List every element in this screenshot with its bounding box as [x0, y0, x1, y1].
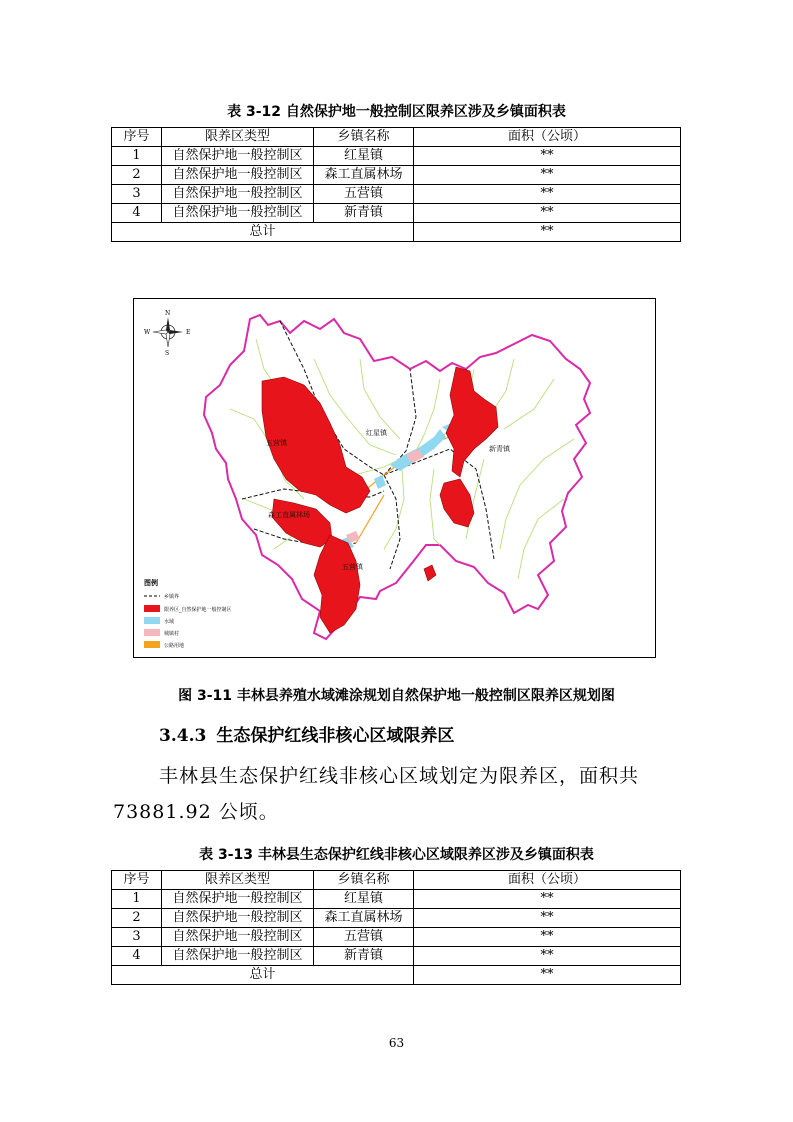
cell: 3: [112, 928, 162, 947]
cell: 自然保护地一般控制区: [162, 928, 314, 947]
legend-label: 乡镇界: [164, 594, 180, 600]
total-label: 总计: [112, 966, 414, 985]
table1-caption: 表 3-12 自然保护地一般控制区限养区涉及乡镇面积表: [227, 104, 566, 120]
figure-caption: 图 3-11 丰林县养殖水域滩涂规划自然保护地一般控制区限养区规划图: [178, 688, 615, 704]
cell: **: [414, 909, 681, 928]
header-cell: 面积（公顷）: [414, 871, 681, 890]
cell: 新青镇: [314, 204, 414, 223]
cell: 自然保护地一般控制区: [162, 947, 314, 966]
compass-n: N: [165, 310, 171, 317]
cell: 2: [112, 909, 162, 928]
cell: **: [414, 928, 681, 947]
compass-e: E: [186, 329, 191, 336]
header-cell: 面积（公顷）: [414, 128, 681, 147]
total-label: 总计: [112, 223, 414, 242]
cell: 五营镇: [314, 185, 414, 204]
legend-label: 城镇村: [164, 631, 180, 637]
header-cell: 序号: [112, 871, 162, 890]
label-sengong: 森工直属林场: [268, 511, 310, 519]
table-row: [112, 204, 681, 223]
section-heading: [159, 721, 454, 746]
table-header-row: [112, 128, 681, 147]
cell: **: [414, 166, 681, 185]
table-row: [112, 890, 681, 909]
total-value: **: [414, 223, 681, 242]
legend-title: 图例: [144, 579, 158, 587]
compass-icon: [144, 310, 190, 357]
legend-swatch-restricted: [144, 605, 160, 612]
cell: 3: [112, 185, 162, 204]
cell: 森工直属林场: [314, 909, 414, 928]
legend-swatch-road: [144, 641, 160, 648]
cell: 五营镇: [314, 928, 414, 947]
cell: 4: [112, 204, 162, 223]
page-number: 63: [388, 1036, 405, 1050]
cell: **: [414, 147, 681, 166]
table1: [111, 127, 681, 242]
header-cell: 序号: [112, 128, 162, 147]
header-cell: 限养区类型: [162, 871, 314, 890]
cell: 红星镇: [314, 890, 414, 909]
cell: 红星镇: [314, 147, 414, 166]
table2-caption: 表 3-13 丰林县生态保护红线非核心区域限养区涉及乡镇面积表: [199, 847, 594, 863]
cell: 自然保护地一般控制区: [162, 147, 314, 166]
cell: 自然保护地一般控制区: [162, 185, 314, 204]
table-row: [112, 947, 681, 966]
cell: 自然保护地一般控制区: [162, 909, 314, 928]
header-cell: 乡镇名称: [314, 871, 414, 890]
compass-s: S: [165, 350, 170, 357]
header-cell: 乡镇名称: [314, 128, 414, 147]
table-row: [112, 928, 681, 947]
cell: 森工直属林场: [314, 166, 414, 185]
legend-swatch-water: [144, 617, 160, 624]
label-hongxing: 红星镇: [366, 429, 387, 437]
map-svg: [134, 299, 655, 657]
cell: 自然保护地一般控制区: [162, 890, 314, 909]
county-boundary: [204, 315, 590, 639]
section-title: 生态保护红线非核心区域限养区: [216, 726, 455, 746]
legend-label: 限养区_自然保护地一般控制区: [164, 607, 232, 613]
legend-label: 水域: [164, 619, 175, 625]
table-total-row: [112, 966, 681, 985]
map-legend: [144, 578, 232, 649]
cell: 4: [112, 947, 162, 966]
label-wuying-south: 五营镇: [342, 563, 363, 571]
map-figure: [133, 298, 656, 658]
table-row: [112, 909, 681, 928]
legend-label: 公路用地: [164, 643, 185, 649]
cell: 2: [112, 166, 162, 185]
cell: 自然保护地一般控制区: [162, 166, 314, 185]
label-xinqing: 新青镇: [489, 445, 510, 453]
cell: 1: [112, 147, 162, 166]
compass-w: W: [144, 329, 151, 336]
table-header-row: [112, 871, 681, 890]
cell: 新青镇: [314, 947, 414, 966]
section-number: 3.4.3: [159, 726, 207, 746]
table-row: [112, 185, 681, 204]
header-cell: 限养区类型: [162, 128, 314, 147]
total-value: **: [414, 966, 681, 985]
cell: 自然保护地一般控制区: [162, 204, 314, 223]
label-wuying-north: 五营镇: [266, 439, 287, 447]
table-total-row: [112, 223, 681, 242]
legend-swatch-town: [144, 629, 160, 636]
cell: **: [414, 890, 681, 909]
table-row: [112, 147, 681, 166]
cell: **: [414, 204, 681, 223]
paragraph-line-1: 丰林县生态保护红线非核心区域划定为限养区，面积共: [159, 765, 640, 787]
paragraph-line-2: 73881.92 公顷。: [113, 801, 279, 823]
cell: **: [414, 185, 681, 204]
cell: **: [414, 947, 681, 966]
table2: [111, 870, 681, 985]
cell: 1: [112, 890, 162, 909]
table-row: [112, 166, 681, 185]
